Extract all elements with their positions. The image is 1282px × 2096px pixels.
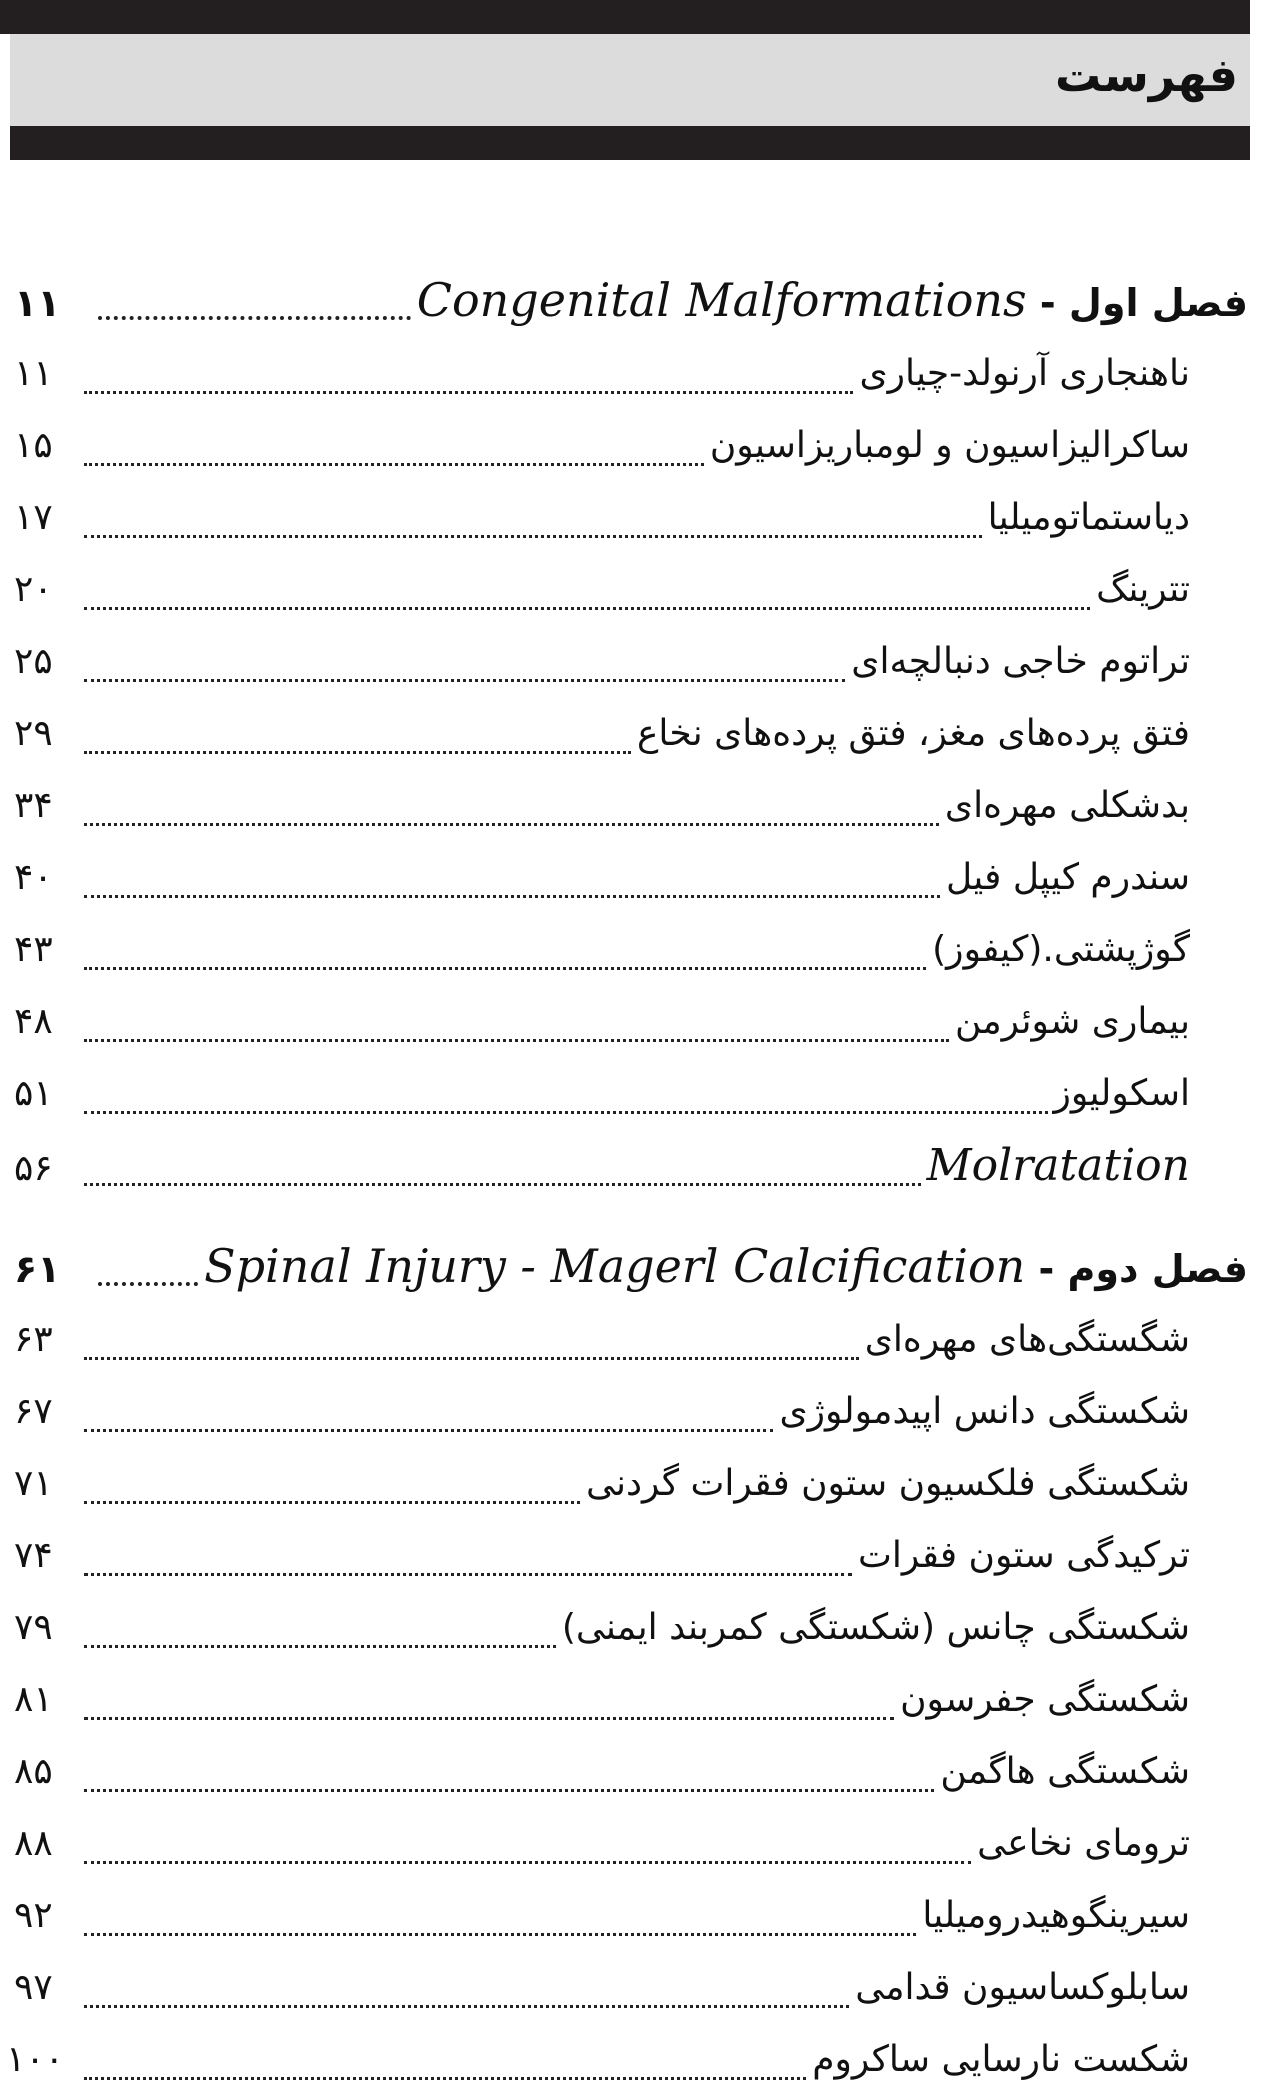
entry-title: ناهنجاری آرنولد-چیاری [859,353,1190,394]
toc-entry [0,914,1282,986]
entry-title: ترومای نخاعی [977,1823,1190,1864]
toc-entry [0,1304,1282,1376]
leader-dots [84,1501,580,1504]
top-header-bar [0,0,1250,34]
leader-dots [84,1789,934,1792]
entry-title: تراتوم خاجی دنبالچه‌ای [851,641,1190,682]
page-number: ۹۷ [14,1967,53,2008]
toc-entry [0,1520,1282,1592]
entry-title: تترینگ [1096,569,1190,610]
leader-dots [84,895,940,898]
entry-title: شکستگی دانس اپیدمولوژی [779,1391,1190,1432]
toc-entry [0,2024,1282,2096]
leader-dots [84,535,982,538]
leader-dots [84,1573,852,1576]
leader-dots [84,679,845,682]
table-of-contents [0,262,1282,2096]
page-number: ۶۳ [14,1319,53,1360]
entry-title: سندرم کیپل فیل [946,857,1190,898]
leader-dots [84,1183,921,1186]
leader-dots [84,1357,859,1360]
toc-entry [0,698,1282,770]
toc-entry [0,338,1282,410]
entry-title: ترکیدگی ستون فقرات [857,1535,1190,1576]
chapter-label: فصل اول [1068,281,1248,325]
page-number: ۷۱ [14,1463,53,1504]
toc-entry [0,554,1282,626]
page-number: ۱۰۰ [6,2039,65,2080]
page-number: ۲۹ [14,713,53,754]
chapter-title [204,1228,1248,1307]
leader-dots [98,1282,198,1286]
leader-dots [84,1717,894,1720]
toc-entry [0,1880,1282,1952]
toc-entry [0,1058,1282,1130]
chapter-label: فصل دوم [1067,1247,1248,1291]
entry-title: شکستگی چانس (شکستگی کمربند ایمنی) [561,1607,1190,1648]
leader-dots [84,967,926,970]
page-number: ۴۸ [14,1001,53,1042]
toc-entry [0,1376,1282,1448]
toc-entry [0,770,1282,842]
page-number: ۳۴ [14,785,53,826]
title-band [10,34,1250,126]
toc-entry [0,842,1282,914]
entry-title: بیماری شوئرمن [954,1001,1190,1042]
leader-dots [84,1861,971,1864]
chapter-dash: - [1025,1247,1068,1291]
leader-dots [84,463,704,466]
chapter-heading [0,1228,1282,1304]
page-number: ۸۱ [14,1679,53,1720]
leader-dots [84,1039,949,1042]
toc-entry [0,1808,1282,1880]
entry-title: بدشکلی مهره‌ای [944,785,1190,826]
entry-title: سیرینگوهیدرومیلیا [922,1895,1190,1936]
entry-title: فتق پرده‌های مغز، فتق پرده‌های نخاع [636,713,1190,754]
toc-entry [0,1130,1282,1202]
leader-dots [84,1933,916,1936]
page-number: ۹۲ [14,1895,53,1936]
toc-entry [0,1664,1282,1736]
page-number: ۷۹ [14,1607,53,1648]
leader-dots [84,391,853,394]
entry-title: شکستگی جفرسون [900,1679,1190,1720]
entry-title: شگستگی‌های مهره‌ای [864,1319,1190,1360]
page-number: ۱۵ [14,425,53,466]
entry-title: اسکولیوز [1053,1073,1190,1114]
leader-dots [84,751,631,754]
page-number: ۸۸ [14,1823,53,1864]
entry-title: گوژپشتی.(کیفوز) [932,929,1190,970]
entry-title: شکستگی هاگمن [940,1751,1190,1792]
page-number: ۶۱ [14,1247,61,1291]
chapter-heading [0,262,1282,338]
page-number: ۶۷ [14,1391,53,1432]
page-number: ۴۰ [14,857,53,898]
chapter-latin-title: Congenital Malformations [416,273,1027,327]
toc-entry [0,1952,1282,2024]
leader-dots [84,2005,849,2008]
toc-entry [0,626,1282,698]
page-number: ۵۶ [14,1148,53,1189]
entry-title: شکستگی فلکسیون ستون فقرات گردنی [585,1463,1190,1504]
toc-entry [0,482,1282,554]
page-number: ۸۵ [14,1751,53,1792]
entry-title: ساکرالیزاسیون و لومباریزاسیون [709,425,1190,466]
leader-dots [84,1111,1048,1114]
entry-title: سابلوکساسیون قدامی [855,1967,1190,2008]
entry-title: Molratation [926,1140,1190,1191]
page-number: ۵۱ [14,1073,53,1114]
chapter-latin-title: Spinal Injury - Magerl Calcification [204,1239,1026,1293]
page-number: ۱۱ [14,281,61,325]
chapter-dash: - [1026,281,1069,325]
leader-dots [84,607,1090,610]
entry-title: دیاستماتومیلیا [987,497,1190,538]
page-title: فهرست [1054,48,1238,102]
leader-dots [84,1429,773,1432]
bottom-header-bar [10,126,1250,160]
toc-entry [0,410,1282,482]
toc-entry [0,1592,1282,1664]
toc-entry [0,1448,1282,1520]
page-number: ۲۰ [14,569,53,610]
leader-dots [98,316,411,320]
page-number: ۲۵ [14,641,53,682]
toc-entry [0,986,1282,1058]
entry-title: شکست نارسایی ساکروم [812,2039,1190,2080]
page-number: ۱۱ [14,353,53,394]
leader-dots [84,1645,556,1648]
page-number: ۴۳ [14,929,53,970]
chapter-title [417,262,1248,341]
leader-dots [84,823,939,826]
page-number: ۱۷ [14,497,53,538]
leader-dots [84,2077,806,2080]
toc-entry [0,1736,1282,1808]
page-number: ۷۴ [14,1535,53,1576]
